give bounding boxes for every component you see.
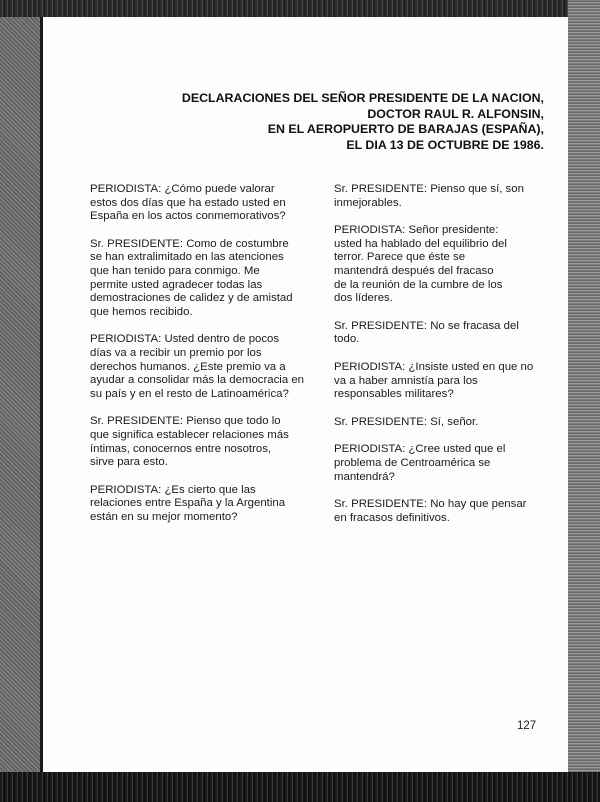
heading-line-2: DOCTOR RAUL R. ALFONSIN,	[367, 106, 544, 121]
scan-right-border	[568, 0, 600, 802]
interview-paragraph: PERIODISTA: ¿Cómo puede valorar estos dos días que ha estado usted en España en los actos conmemorativos?	[90, 183, 286, 223]
document-heading	[104, 91, 544, 153]
interview-paragraph: Sr. PRESIDENTE: Como de costumbre se han extralimitado en las atenciones que han tenido para conmigo. Me permite usted agradecer todas las demostraciones de calidez y de amistad que hemos recibido.	[90, 237, 293, 318]
interview-paragraph: Sr. PRESIDENTE: Pienso que todo lo que significa establecer relaciones más íntimas, conocernos entre nosotros, sirve para esto.	[90, 415, 289, 469]
interview-paragraph: PERIODISTA: ¿Cree usted que el problema de Centroamérica se mantendrá?	[334, 443, 506, 483]
interview-paragraph: PERIODISTA: ¿Insiste usted en que no va a haber amnistía para los responsables militares?	[334, 360, 534, 401]
scan-top-border	[0, 0, 600, 17]
page-number: 127	[517, 720, 537, 732]
page-spine-line	[40, 17, 43, 772]
heading-line-4: EL DIA 13 DE OCTUBRE DE 1986.	[346, 137, 544, 152]
scan-bottom-border	[0, 772, 600, 802]
heading-line-1: DECLARACIONES DEL SEÑOR PRESIDENTE DE LA NACION,	[181, 91, 544, 105]
interview-paragraph: PERIODISTA: ¿Es cierto que las relaciones entre España y la Argentina están en su mejor momento?	[90, 483, 286, 523]
interview-paragraph: PERIODISTA: Usted dentro de pocos días va a recibir un premio por los derechos humanos. ¿Este premio va a ayudar a consolidar más la democracia en su país y en el resto de Latinoamérica?	[90, 333, 305, 400]
left-column	[90, 183, 312, 538]
interview-paragraph: Sr. PRESIDENTE: Sí, señor.	[334, 415, 479, 428]
interview-paragraph: Sr. PRESIDENTE: No hay que pensar en fracasos definitivos.	[334, 498, 527, 524]
interview-paragraph: Sr. PRESIDENTE: Pienso que sí, son inmejorables.	[334, 183, 524, 209]
interview-paragraph: Sr. PRESIDENTE: No se fracasa del todo.	[334, 319, 519, 346]
right-column	[334, 183, 550, 539]
heading-line-3: EN EL AEROPUERTO DE BARAJAS (ESPAÑA),	[267, 122, 544, 136]
interview-paragraph: PERIODISTA: Señor presidente: usted ha hablado del equilibrio del terror. Parece que éste se mantendrá después del fracaso de la reunión de la cumbre de los dos líderes.	[334, 224, 507, 305]
